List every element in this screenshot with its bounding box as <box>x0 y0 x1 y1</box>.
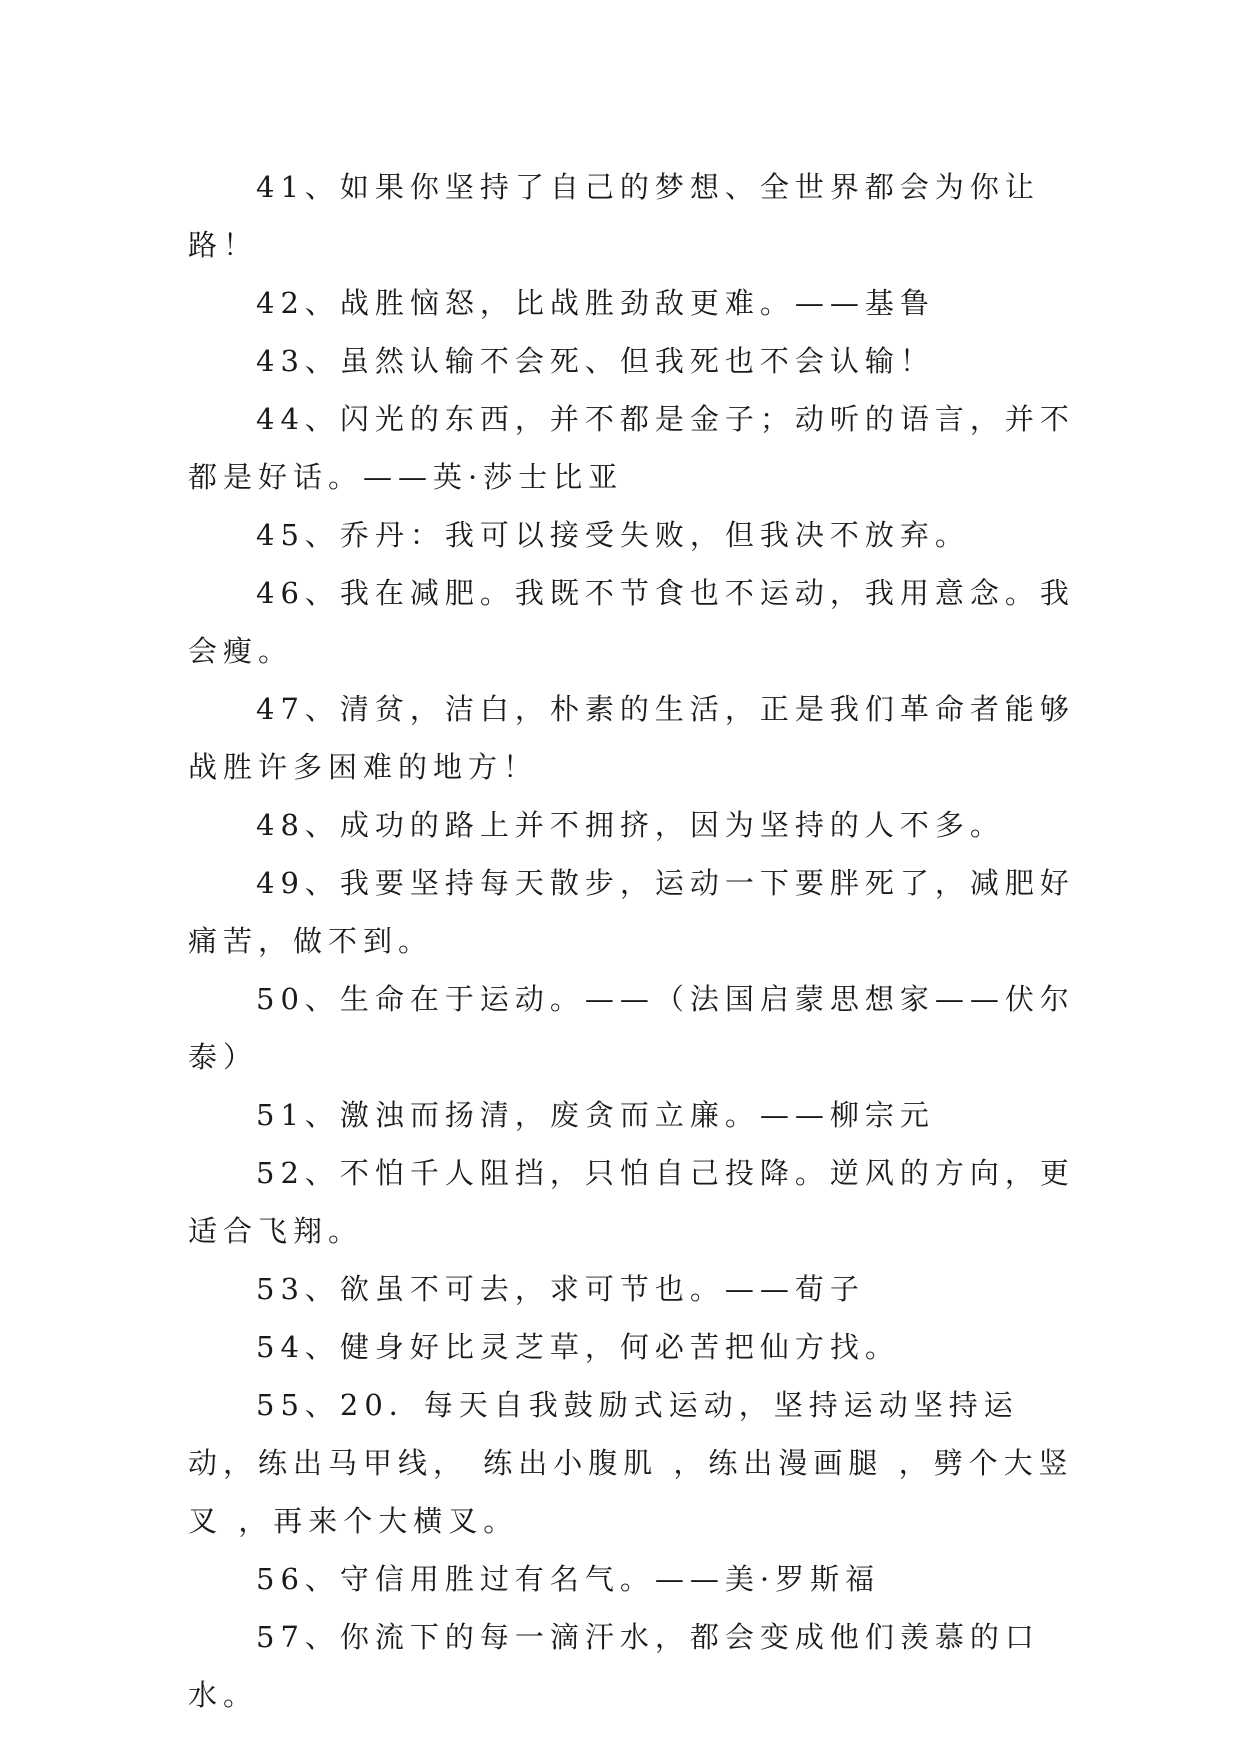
quote-list <box>188 158 1088 1724</box>
quote-55: 55、20．每天自我鼓励式运动，坚持运动坚持运动，练出马甲线， 练出小腹肌 ，练出漫画腿 ，劈个大竖叉 ，再来个大横叉。 <box>188 1388 1074 1538</box>
quote-48: 48、成功的路上并不拥挤，因为坚持的人不多。 <box>256 808 1005 842</box>
quote-41: 41、如果你坚持了自己的梦想、全世界都会为你让路！ <box>188 170 1040 262</box>
quote-54: 54、健身好比灵芝草，何必苦把仙方找。 <box>256 1330 900 1364</box>
quote-53: 53、欲虽不可去，求可节也。——荀子 <box>256 1272 865 1306</box>
quote-47: 47、清贫，洁白，朴素的生活，正是我们革命者能够战胜许多困难的地方！ <box>188 692 1075 784</box>
quote-56: 56、守信用胜过有名气。——美·罗斯福 <box>256 1562 881 1596</box>
quote-52: 52、不怕千人阻挡，只怕自己投降。逆风的方向，更适合飞翔。 <box>188 1156 1075 1248</box>
quote-57: 57、你流下的每一滴汗水，都会变成他们羡慕的口水。 <box>188 1620 1040 1712</box>
quote-44: 44、闪光的东西，并不都是金子；动听的语言，并不都是好话。——英·莎士比亚 <box>188 402 1075 494</box>
quote-45: 45、乔丹：我可以接受失败，但我决不放弃。 <box>256 518 970 552</box>
quote-43: 43、虽然认输不会死、但我死也不会认输！ <box>256 344 935 378</box>
quote-49: 49、我要坚持每天散步，运动一下要胖死了，减肥好痛苦，做不到。 <box>188 866 1075 958</box>
quote-51: 51、激浊而扬清，废贪而立廉。——柳宗元 <box>256 1098 935 1132</box>
quote-50: 50、生命在于运动。——（法国启蒙思想家——伏尔泰） <box>188 982 1075 1074</box>
quote-42: 42、战胜恼怒，比战胜劲敌更难。——基鲁 <box>256 286 935 320</box>
quote-46: 46、我在减肥。我既不节食也不运动，我用意念。我会瘦。 <box>188 576 1075 668</box>
